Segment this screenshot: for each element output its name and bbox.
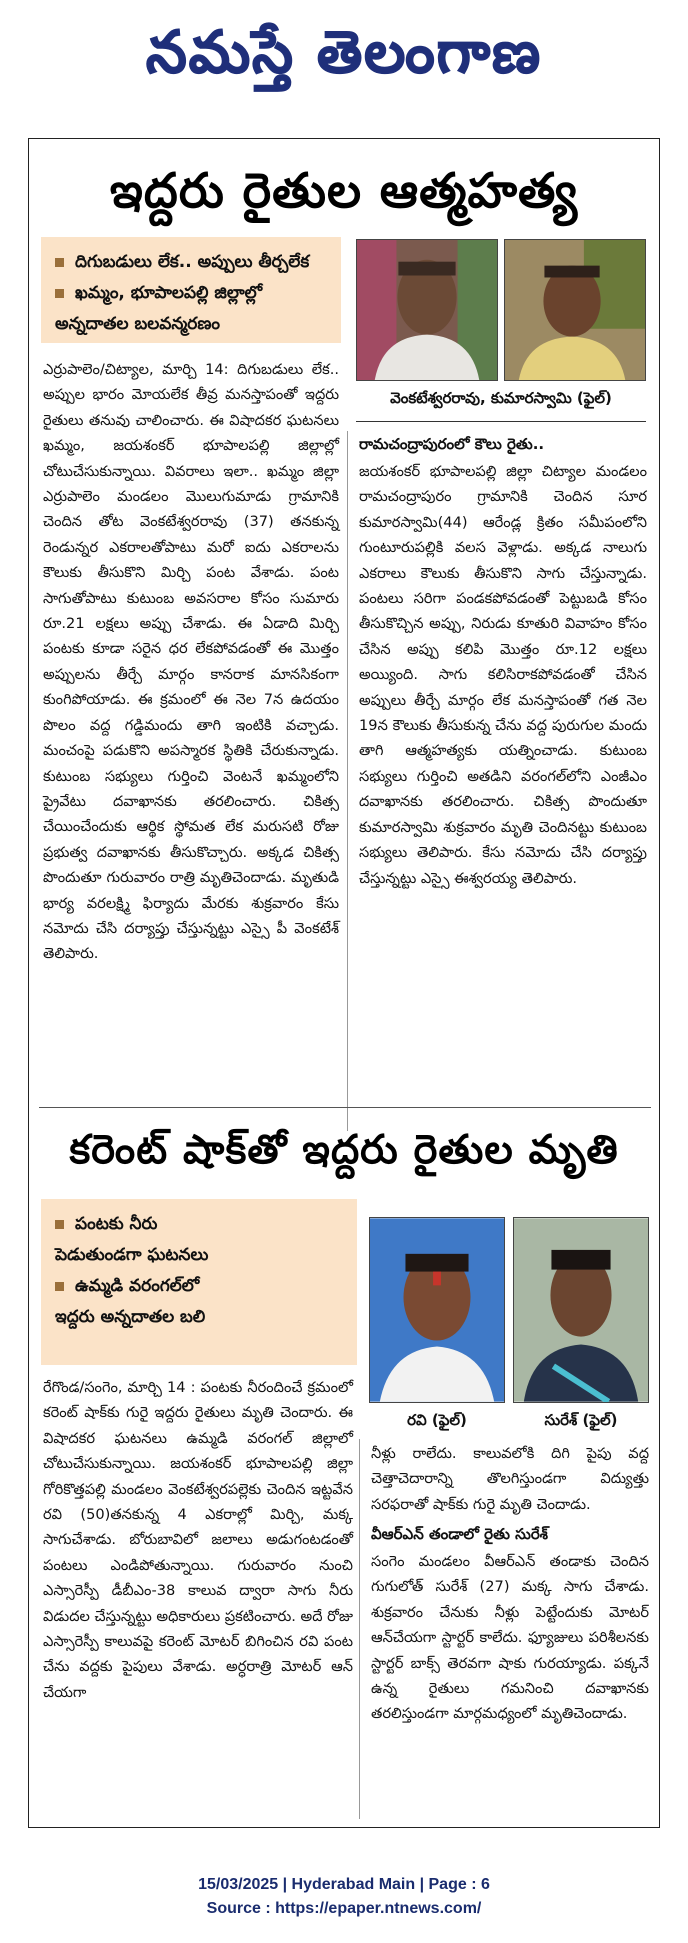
- story1-photo-caption: వెంకటేశ్వరరావు, కుమారస్వామి (ఫైల్): [390, 389, 612, 407]
- masthead-logo: నమస్తే తెలంగాణ: [146, 17, 542, 86]
- story-divider: [39, 1107, 651, 1108]
- story2-highlight-box: [41, 1199, 357, 1365]
- story1-highlight-box: [41, 237, 341, 343]
- bullet-icon: [55, 1282, 64, 1291]
- footer-dateline: 15/03/2025 | Hyderabad Main | Page : 6: [198, 1876, 490, 1893]
- story2-highlight-2: పెడుతుండగా ఘటనలు: [55, 1245, 209, 1265]
- caption-divider: [356, 421, 646, 422]
- portrait-image: [505, 240, 645, 380]
- story1-headline: ఇద్దరు రైతుల ఆత్మహత్య: [109, 163, 579, 219]
- story1-body-right: జయశంకర్ భూపాలపల్లి జిల్లా చిట్యాల మండలం రామచంద్రాపురం గ్రామానికి చెందిన సూర కుమారస్వామి(44) ఆరేండ్ల క్రితం సమీపంలోని గుంటూరుపల్లికి వలస వెళ్లాడు. అక్కడ నాలుగు ఎకరాలు కౌలుకు తీసుకొని సాగు చేస్తున్నాడు. పంటలు సరిగా పండకపోవడంతో పెట్టుబడి కోసం తీసుకొచ్చిన అప్పు, నిరుడు కూతురి వివాహం కోసం చేసిన అప్పు కలిపి మొత్తం రూ.12 లక్షలు అయ్యింది. సాగు కలిసిరాకపోవడంతో చేసిన అప్పులు తీర్చే మార్గం లేక మనస్తాపంతో గత నెల 19న కౌలుకు తీసుకున్న చేను వద్ద పురుగుల మందు తాగి ఆత్మహత్యకు యత్నించాడు. కుటుంబ సభ్యులు గుర్తించి అతడిని వరంగల్‌లోని ఎంజీఎం దవాఖానకు తరలించారు. చికిత్స పొందుతూ కుమారస్వామి శుక్రవారం మృతి చెందినట్టు కుటుంబ సభ్యులు తెలిపారు. కేసు నమోదు చేసి దర్యాప్తు చేస్తున్నట్టు ఎస్సై ఈశ్వరయ్య తెలిపారు.: [359, 463, 647, 887]
- column-divider: [359, 1439, 360, 1819]
- bullet-icon: [55, 258, 64, 267]
- story2-body-right-top: నీళ్లు రాలేదు. కాలువలోకి దిగి పైపు వద్ద చెత్తాచెదారాన్ని తొలగిస్తుండగా విద్యుత్తు సరఫరాతో షాక్‌కు గురై మృతి చెందాడు.: [371, 1445, 649, 1513]
- story2-headline: కరెంట్ షాక్‌తో ఇద్దరు రైతుల మృతి: [69, 1127, 619, 1173]
- portrait-image: [357, 240, 497, 380]
- story1-column-left: [43, 357, 339, 1129]
- portrait-image: [370, 1218, 504, 1402]
- story2-highlight-4: ఇద్దరు అన్నదాతల బలి: [55, 1307, 206, 1327]
- story2-column-right: [371, 1549, 649, 1769]
- photo-kumaraswamy: [504, 239, 646, 381]
- photo-ravi: [369, 1217, 505, 1403]
- story1-highlight-3: అన్నదాతల బలవన్మరణం: [55, 314, 221, 334]
- story2-column-left: [43, 1375, 353, 1815]
- photo-suresh: [513, 1217, 649, 1403]
- story2-highlight-3: ఉమ్మడి వరంగల్‌లో: [55, 1271, 343, 1302]
- story2-body-left: రేగొండ/సంగెం, మార్చి 14 : పంటకు నీరందించే క్రమంలో కరెంట్ షాక్‌కు గురై ఇద్దరు రైతులు మృతి చెందారు. ఈ విషాదకర ఘటనలు ఉమ్మడి వరంగల్ జిల్లాలో చోటుచేసుకున్నాయి. జయశంకర్ భూపాలపల్లి జిల్లా గోరికొత్తపల్లి మండలం వెంకటేశ్వరపల్లెకు చెందిన ఇట్టవేన రవి (50)తనకున్న 4 ఎకరాల్లో మిర్చి, మక్క సాగుచేశాడు. బోరుబావిలో జలాలు అడుగంటడంతో పంటలు ఎండిపోతున్నాయి. గురువారం నుంచి ఎస్సారెస్పీ డీబీఎం-38 కాలువ ద్వారా సాగు నీరు విడుదల చేస్తున్నట్టు అధికారులు ప్రకటించారు. అదే రోజు ఎస్సారెస్పీ కాలువపై కరెంట్ మోటర్ బిగించిన రవి పంట చేను వద్దకు పైపులు వేశాడు. అర్ధరాత్రి మోటర్ ఆన్ చేయగా: [43, 1379, 354, 1701]
- article-frame: [28, 138, 660, 1828]
- photo-venkateswara-rao: [356, 239, 498, 381]
- story2-body-right: సంగెం మండలం వీఆర్‌ఎన్ తండాకు చెందిన గుగులోత్ సురేశ్ (27) మక్క సాగు చేశాడు. శుక్రవారం చేనుకు నీళ్లు పెట్టేందుకు మోటర్ ఆన్‌చేయగా స్టార్టర్ కాలేదు. ఫ్యూజులు పరిశీలనకు స్టార్టర్ బాక్స్ తెరవగా షాకు గురయ్యాడు. పక్కనే ఉన్న రైతులు గమనించి దవాఖానకు తరలిస్తుండగా మార్గమధ్యంలో మృతిచెందాడు.: [371, 1553, 649, 1723]
- story2-highlight-1: పంటకు నీరు: [55, 1209, 343, 1240]
- story1-body-left: ఎర్రుపాలెం/చిట్యాల, మార్చి 14: దిగుబడులు లేక.. అప్పుల భారం మోయలేక తీవ్ర మనస్తాపంతో ఇద్దరు రైతులు తనువు చాలించారు. ఈ విషాదకర ఘటనలు ఖమ్మం, జయశంకర్ భూపాలపల్లి జిల్లాల్లో చోటుచేసుకున్నాయి. వివరాలు ఇలా.. ఖమ్మం జిల్లా ఎర్రుపాలెం మండలం మొలుగుమాడు గ్రామానికి చెందిన తోట వెంకటేశ్వరరావు (37) తనకున్న రెండున్నర ఎకరాలతోపాటు మరో ఐదు ఎకరాలను కౌలుకు తీసుకొని మిర్చి పంట వేశాడు. పంట సాగుతోపాటు కుటుంబ అవసరాల కోసం సుమారు రూ.21 లక్షలు అప్పు చేశాడు. ఈ ఏడాది మిర్చి పంటకు కూడా సరైన ధర లేకపోవడంతో ఈ మొత్తం అప్పులను తీర్చే మార్గం కానరాక మానసికంగా కుంగిపోయాడు. ఈ క్రమంలో ఈ నెల 7న ఉదయం పొలం వద్ద గడ్డిమందు తాగి ఇంటికి వచ్చాడు. మంచంపై పడుకొని అపస్మారక స్థితికి చేరుకున్నాడు. కుటుంబ సభ్యులు గుర్తించి వెంటనే ఖమ్మంలోని ప్రైవేటు దవాఖానకు తరలించారు. చికిత్స చేయించేందుకు ఆర్థిక స్థోమత లేక మరుసటి రోజు ప్రభుత్వ దవాఖానకు తీసుకొచ్చారు. అక్కడ చికిత్స పొందుతూ గురువారం రాత్రి మృతిచెందాడు. మృతుడి భార్య వరలక్ష్మి ఫిర్యాదు మేరకు శుక్రవారం కేసు నమోదు చేసి దర్యాప్తు చేస్తున్నట్టు ఎస్సై పీ వెంకటేశ్ తెలిపారు.: [43, 361, 339, 963]
- story2-subhead-right: వీఆర్‌ఎన్ తండాలో రైతు సురేశ్: [371, 1525, 549, 1543]
- story2-column-right-top: [371, 1441, 649, 1521]
- story1-highlight-1: దిగుబడులు లేక.. అప్పులు తీర్చలేక: [55, 247, 327, 278]
- caption-ravi: రవి (ఫైల్): [407, 1411, 467, 1429]
- portrait-image: [514, 1218, 648, 1402]
- caption-suresh: సురేశ్ (ఫైల్): [544, 1411, 618, 1429]
- bullet-icon: [55, 1220, 64, 1229]
- bullet-icon: [55, 289, 64, 298]
- masthead: [0, 0, 688, 118]
- story1-column-right: [359, 459, 647, 1099]
- story1-highlight-2: ఖమ్మం, భూపాలపల్లి జిల్లాల్లో: [55, 278, 327, 309]
- column-divider: [347, 431, 348, 1131]
- footer-source: Source : https://epaper.ntnews.com/: [206, 1900, 482, 1917]
- story1-subhead-right: రామచంద్రాపురంలో కౌలు రైతు..: [359, 435, 545, 453]
